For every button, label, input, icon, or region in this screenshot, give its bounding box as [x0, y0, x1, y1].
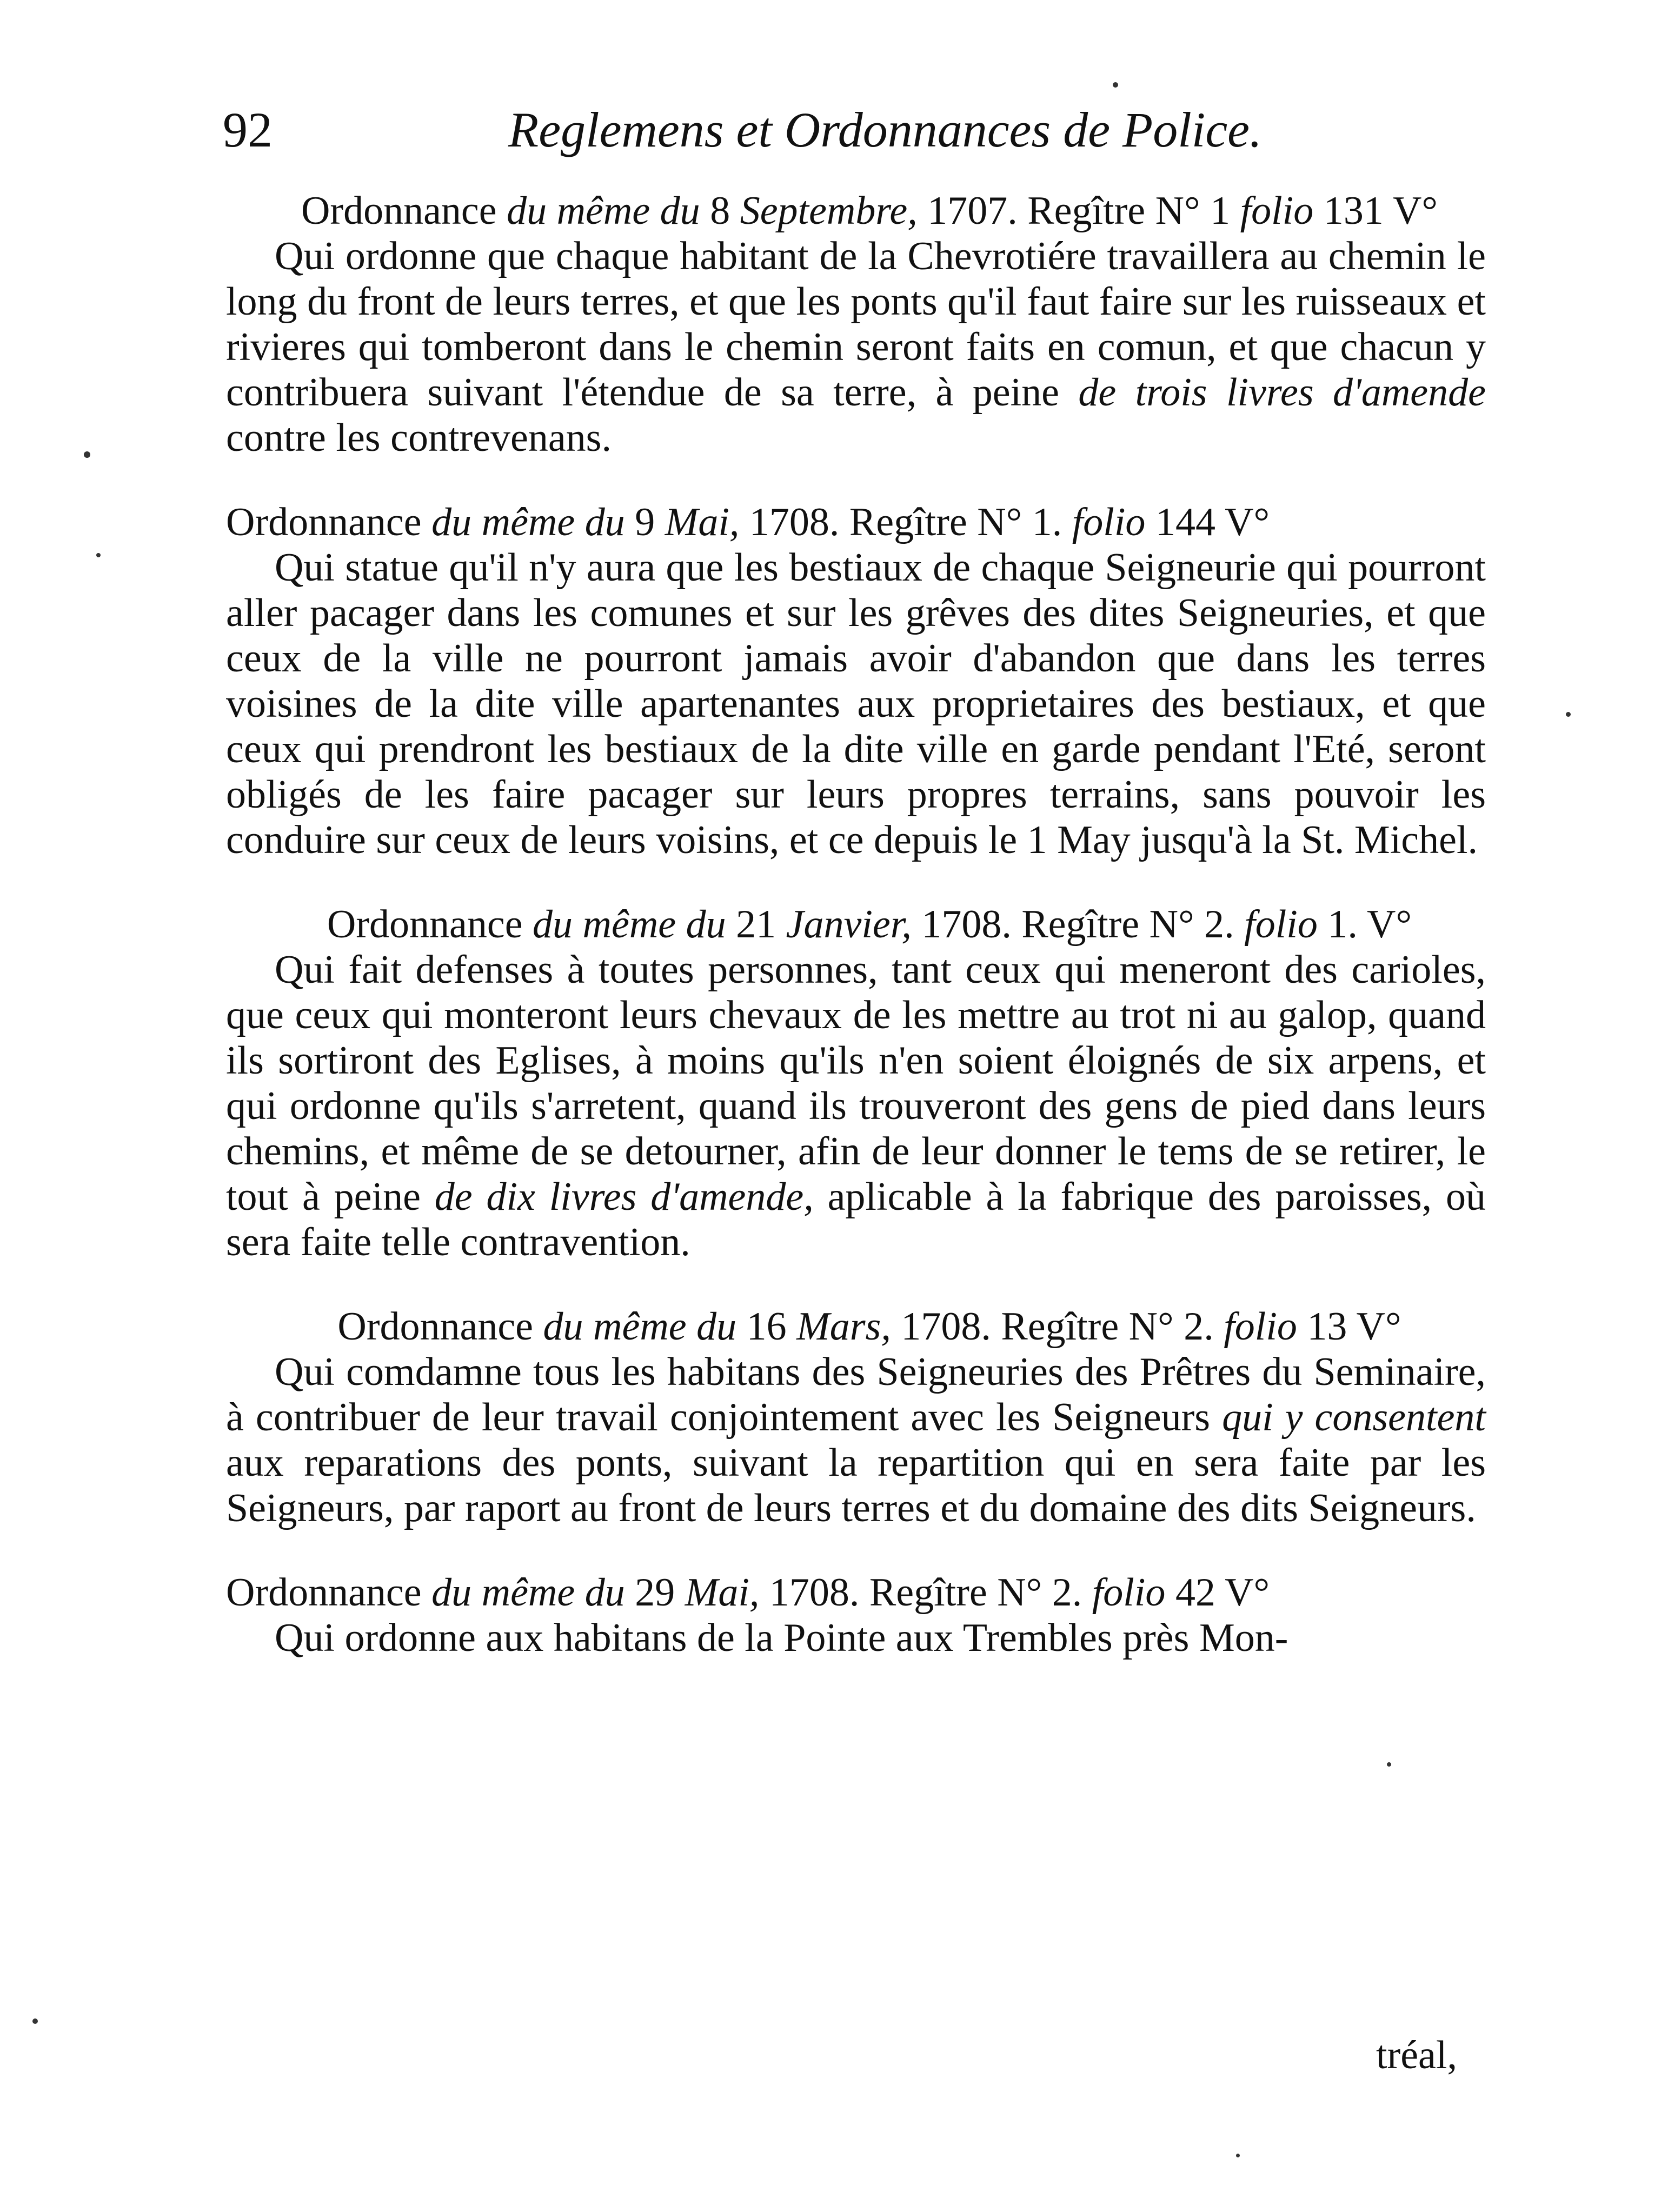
heading-folio: 13 V° [1297, 1304, 1401, 1349]
heading-register: 1708. Regître N° 2. [911, 902, 1245, 947]
heading-day: 29 [624, 1570, 685, 1615]
page-header [216, 100, 1379, 165]
heading-folio-label: folio [1072, 500, 1146, 544]
ordinance-entry [226, 1570, 1486, 1661]
ordinance-text [226, 1349, 1486, 1531]
heading-month: Mars, [796, 1304, 891, 1349]
scan-speck [84, 451, 90, 458]
ordinance-text-part: aplicable à la fabrique des paroisses, où sera faite telle contravention. [226, 1175, 1486, 1264]
ordinance-text-part: Qui fait defenses à toutes personnes, tant ceux qui meneront des carioles, que ceux qui monteront leurs chevaux de les mettre au trot ni au galop, quand ils sortiront des Eglises, à moins qu'ils n'en soient éloignés de six arpens, et qui ordonne qu'ils s'arretent, quand ils trouveront des gens de pied dans leurs chemins, et même de se detourner, afin de leur donner le tems de se retirer, le tout à peine [226, 948, 1486, 1219]
heading-folio-label: folio [1240, 189, 1314, 233]
scan-speck [96, 553, 101, 557]
heading-text: Ordonnance [327, 902, 533, 947]
ordinance-heading [226, 1304, 1486, 1349]
ordinance-text [226, 947, 1486, 1265]
heading-folio: 42 V° [1165, 1570, 1270, 1615]
heading-italic: du même du [533, 902, 726, 947]
heading-folio: 1. V° [1317, 902, 1412, 947]
ordinance-text-part: Qui ordonne que chaque habitant de la Chevrotiére travaillera au chemin le long du front de leurs terres, et que les ponts qu'il faut faire sur les ruisseaux et rivieres qui tomberont dans le chemin seront faits en comun, et que chacun y contribuera suivant l'étendue de sa terre, à peine [226, 234, 1486, 415]
heading-folio-label: folio [1224, 1304, 1297, 1349]
scan-speck [1387, 1762, 1391, 1767]
scan-speck [1566, 712, 1571, 717]
heading-register: 1708. Regître N° 2. [891, 1304, 1224, 1349]
catchword: tréal, [1376, 2033, 1457, 2077]
ordinance-text-italic: de trois livres d'amende [1078, 370, 1486, 415]
heading-month: Janvier, [786, 902, 912, 947]
scan-speck [32, 2018, 38, 2024]
heading-text: Ordonnance [226, 500, 432, 544]
heading-folio: 131 V° [1313, 189, 1438, 233]
ordinance-entry [226, 902, 1486, 1265]
ordinance-text-part: Qui comdamne tous les habitans des Seigneuries des Prêtres du Seminaire, à contribuer de leur travail conjointement avec les Seigneurs [226, 1350, 1486, 1440]
ordinance-text-part: contre les contrevenans. [226, 416, 612, 460]
heading-day: 21 [726, 902, 786, 947]
heading-italic: du même du [543, 1304, 737, 1349]
ordinance-heading [226, 188, 1486, 234]
heading-text: Ordonnance [337, 1304, 543, 1349]
scan-speck [1236, 2154, 1240, 2157]
ordinance-entry [226, 499, 1486, 863]
heading-register: 1707. Regître N° 1 [917, 189, 1240, 233]
heading-day: 16 [736, 1304, 797, 1349]
heading-day: 9 [624, 500, 665, 544]
ordinance-text [226, 234, 1486, 461]
heading-day: 8 [700, 189, 740, 233]
page-number: 92 [223, 102, 273, 157]
ordinance-entry [226, 188, 1486, 461]
running-title: Reglemens et Ordonnances de Police. [508, 102, 1263, 157]
heading-folio-label: folio [1244, 902, 1318, 947]
ordinance-entry [226, 1304, 1486, 1531]
ordinance-text-part: Qui ordonne aux habitans de la Pointe aux Trembles près Mon- [275, 1616, 1288, 1660]
ordinance-text-part: aux reparations des ponts, suivant la repartition qui en sera faite par les Seigneurs, par raport au front de leurs terres et du domaine des dits Seigneurs. [226, 1441, 1486, 1530]
heading-italic: du même du [431, 500, 625, 544]
heading-text: Ordonnance [226, 1570, 432, 1615]
ordinance-text [226, 1615, 1486, 1661]
ordinance-text [226, 545, 1486, 863]
heading-folio: 144 V° [1145, 500, 1270, 544]
heading-folio-label: folio [1092, 1570, 1166, 1615]
ordinance-text-italic: de dix livres d'amende, [434, 1175, 814, 1219]
heading-text: Ordonnance [301, 189, 507, 233]
heading-italic: du même du [507, 189, 700, 233]
heading-month: Mai, [685, 1570, 760, 1615]
heading-month: Mai, [665, 500, 740, 544]
ordinance-heading [226, 499, 1486, 545]
heading-register: 1708. Regître N° 1. [739, 500, 1072, 544]
ordinance-text-italic: qui y consentent [1222, 1395, 1486, 1440]
ordinance-text-part: Qui statue qu'il n'y aura que les bestiaux de chaque Seigneurie qui pourront aller pacager dans les comunes et sur les grêves des dites Seigneuries, et que ceux de la ville ne pourront jamais avoir d'abandon que dans les terres voisines de la dite ville apartenantes aux proprietaires des bestiaux, et que ceux qui prendront les bestiaux de la dite ville en garde pendant l'Eté, seront obligés de les faire pacager sur leurs propres terrains, sans pouvoir les conduire sur ceux de leurs voisins, et ce depuis le 1 May jusqu'à la St. Michel. [226, 545, 1486, 862]
heading-month: Septembre, [740, 189, 918, 233]
page-body [226, 188, 1486, 1700]
scan-speck [1113, 82, 1118, 88]
ordinance-heading [226, 1570, 1486, 1615]
ordinance-heading [226, 902, 1486, 947]
heading-italic: du même du [431, 1570, 625, 1615]
heading-register: 1708. Regître N° 2. [759, 1570, 1092, 1615]
